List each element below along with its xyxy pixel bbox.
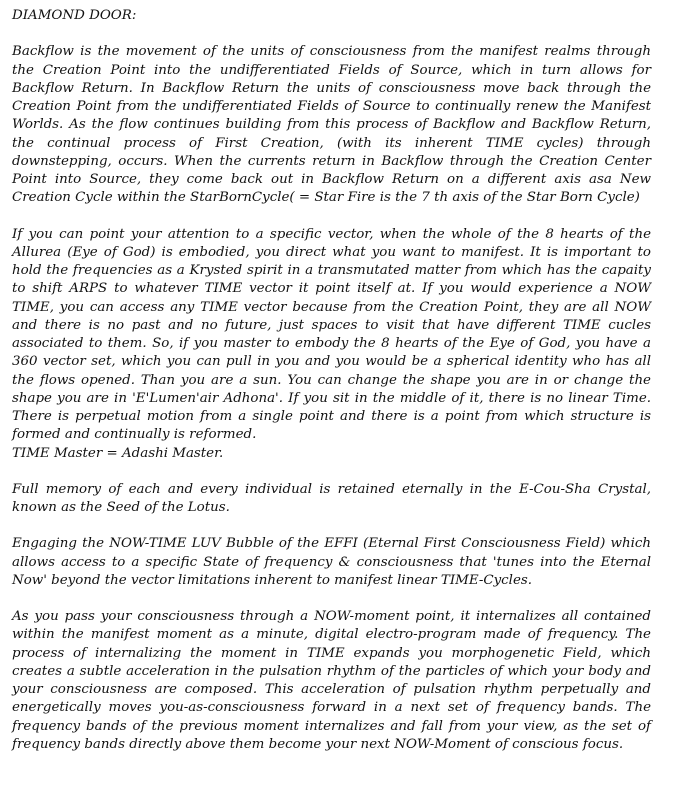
paragraph-vector: If you can point your attention to a specific vector, when the whole of the 8 hearts of the Allurea (Eye of God) is embodied, you direct what you want to manifest. It is important to hold the frequencies as a Krysted spirit in a transmutated matter from which has the capaity to shift ARPS to whatever TIME vector it point itself at. If you would experience a NOW TIME, you can access any TIME vector because from the Creation Point, they are all NOW and there is no past and no future, just spaces to visit that have different TIME cucles associated to them. So, if you master to embody the 8 hearts of the Eye of God, you have a 360 vector set, which you can pull in you and you would be a spherical identity who has all the flows opened. Than you are a sun. You can change the shape you are in or change the shape you are in 'E'Lumen'air Adhona'. If you sit in the middle of it, there is no linear Time. There is perpetual motion from a single point and there is a point from which structure is formed and continually is reformed.	[12, 226, 651, 443]
paragraph-backflow: Backflow is the movement of the units of consciousness from the manifest realms through the Creation Point into the undifferentiated Fields of Source, which in turn allows for Backflow Return. In Backflow Return the units of consciousness move back through the Creation Point from the undifferentiated Fields of Source to continually renew the Manifest Worlds. As the flow continues building from this process of Backflow and Backflow Return, the continual process of First Creation, (with its inherent TIME cycles) through downstepping, occurs. When the currents return in Backflow through the Creation Center Point into Source, they come back out in Backflow Return on a different axis asa New Creation Cycle within the StarBornCycle( = Star Fire is the 7 th axis of the Star Born Cycle)	[12, 44, 651, 206]
paragraph-now-moment: As you pass your consciousness through a NOW-moment point, it internalizes all contained within the manifest moment as a minute, digital electro-program made of frequency. The process of internalizing the moment in TIME expands you morphogenetic Field, which creates a subtle acceleration in the pulsation rhythm of the particles of which your body and your consciousness are composed. This acceleration of pulsation rhythm perpetually and energetically moves you-as-consciousness forward in a next set of frequency bands. The frequency bands of the previous moment internalizes and fall from your view, as the set of frequency bands directly above them become your next NOW-Moment of conscious focus.	[12, 609, 651, 752]
document-heading: DIAMOND DOOR:	[12, 8, 137, 23]
time-master-line: TIME Master = Adashi Master.	[12, 445, 224, 461]
paragraph-full-memory: Full memory of each and every individual is retained eternally in the E-Cou-Sha Crystal, known as the Seed of the Lotus.	[12, 481, 651, 515]
paragraph-now-time-bubble: Engaging the NOW-TIME LUV Bubble of the EFFI (Eternal First Consciousness Field) which allows access to a specific State of frequency & consciousness that 'tunes into the Eternal Now' beyond the vector limitations inherent to manifest linear TIME-Cycles.	[12, 536, 651, 588]
